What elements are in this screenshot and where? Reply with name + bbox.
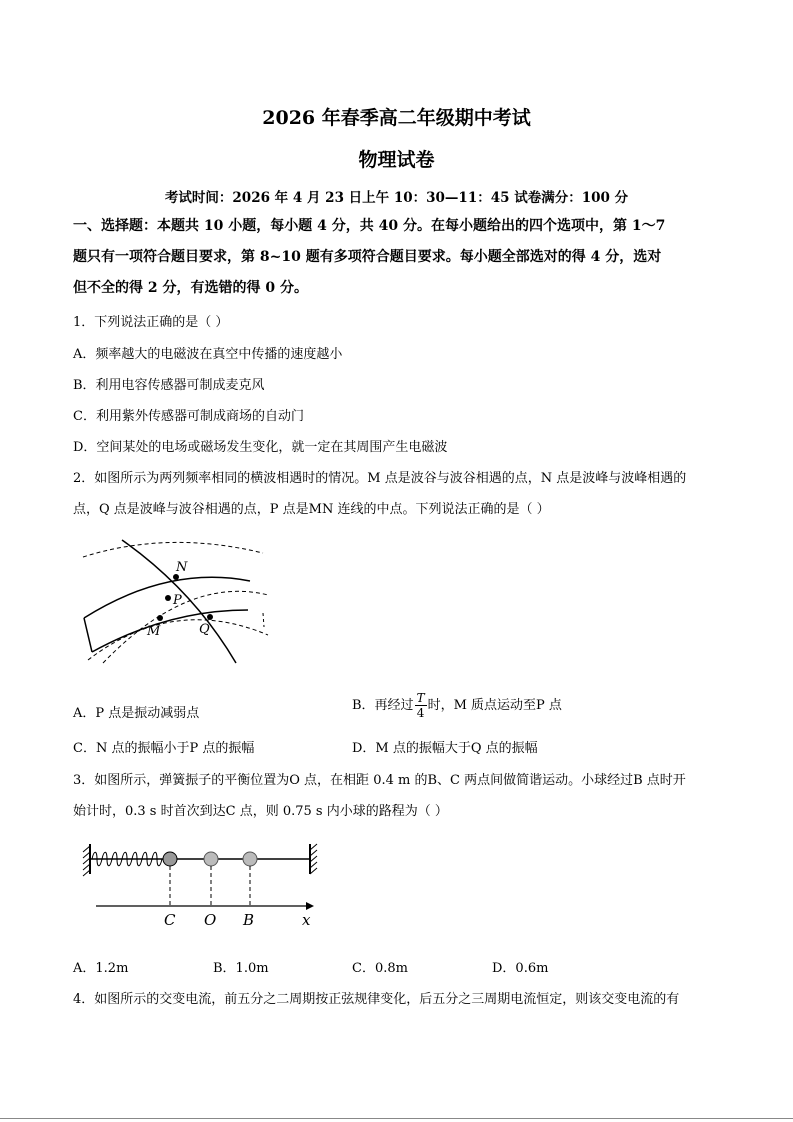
fraction-denominator: 4: [416, 706, 425, 720]
label-m: M: [147, 624, 161, 639]
q2-option-d: D．M 点的振幅大于Q 点的振幅: [352, 741, 538, 756]
q3-spring-figure: [78, 838, 328, 930]
q2-wave-figure: [78, 535, 278, 670]
q2-stem-line-2: 点，Q 点是波峰与波谷相遇的点，P 点是MN 连线的中点。下列说法正确的是（ ）: [73, 502, 550, 517]
dashed-wavefront-3: [103, 591, 268, 663]
q3-stem-line-2: 始计时，0.3 s 时首次到达C 点，则 0.75 s 内小球的路程为（ ）: [73, 804, 448, 819]
section-instructions-line-2: 题只有一项符合题目要求，第 8~10 题有多项符合题目要求。每小题全部选对的得 4 分，选对: [73, 249, 662, 265]
label-p: P: [173, 593, 182, 608]
q2-option-b-suffix: 时，M 质点运动至P 点: [427, 698, 562, 713]
dashed-wavefront-1: [83, 542, 263, 557]
q2-option-a: A．P 点是振动减弱点: [73, 706, 200, 721]
page-bottom-rule: [0, 1118, 793, 1119]
q3-stem-line-1: 3．如图所示，弹簧振子的平衡位置为O 点，在相距 0.4 m 的B、C 两点间做简谐运动。小球经过B 点时开: [73, 773, 686, 788]
section-instructions-line-3: 但不全的得 2 分，有选错的得 0 分。: [73, 280, 308, 296]
label-c: C: [164, 911, 176, 929]
q4-stem-line-1: 4．如图所示的交变电流，前五分之二周期按正弦规律变化，后五分之三周期电流恒定，则该交变电流的有: [73, 992, 680, 1007]
ball-at-b: [243, 852, 257, 866]
left-wall-hatch: [83, 846, 90, 876]
q2-stem-line-1: 2．如图所示为两列频率相同的横波相遇时的情况。M 点是波谷与波谷相遇的点，N 点是波峰与波峰相遇的: [73, 471, 687, 486]
spring: [92, 852, 162, 866]
q1-option-b: B．利用电容传感器可制成麦克风: [73, 378, 265, 393]
q2-option-b: [352, 692, 562, 719]
subject-title: 物理试卷: [358, 149, 435, 171]
q2-option-c: C．N 点的振幅小于P 点的振幅: [73, 741, 255, 756]
q3-option-c: C．0.8m: [352, 961, 408, 976]
fraction-t-over-4: [415, 692, 427, 719]
q1-option-d: D．空间某处的电场或磁场发生变化，就一定在其周围产生电磁波: [73, 440, 448, 455]
x-axis-arrow: [306, 902, 314, 910]
q2-option-b-prefix: B．再经过: [352, 698, 414, 713]
ball-at-o: [204, 852, 218, 866]
point-q: [207, 614, 213, 620]
q1-option-c: C．利用紫外传感器可制成商场的自动门: [73, 409, 304, 424]
point-p: [165, 595, 171, 601]
fraction-numerator: T: [416, 691, 425, 705]
label-x: x: [302, 911, 311, 929]
exam-info: 考试时间：2026 年 4 月 23 日上午 10：30—11：45 试卷满分：100 分: [164, 190, 629, 206]
q1-option-a: A．频率越大的电磁波在真空中传播的速度越小: [73, 347, 343, 362]
q1-stem: 1．下列说法正确的是（ ）: [73, 315, 229, 330]
solid-wavefront-edge: [84, 618, 92, 652]
q3-option-d: D．0.6m: [492, 961, 549, 976]
section-instructions-line-1: 一、选择题：本题共 10 小题，每小题 4 分，共 40 分。在每小题给出的四个选项中，第 1～7: [73, 218, 666, 234]
point-m: [157, 615, 163, 621]
label-n: N: [176, 560, 188, 575]
label-q: Q: [199, 622, 210, 637]
exam-title: 2026 年春季高二年级期中考试: [262, 107, 531, 129]
right-wall-hatch: [310, 844, 317, 874]
label-b: B: [243, 911, 255, 929]
q3-option-a: A．1.2m: [73, 961, 129, 976]
ball-at-c: [163, 852, 177, 866]
q3-option-b: B．1.0m: [213, 961, 269, 976]
label-o: O: [204, 911, 217, 929]
